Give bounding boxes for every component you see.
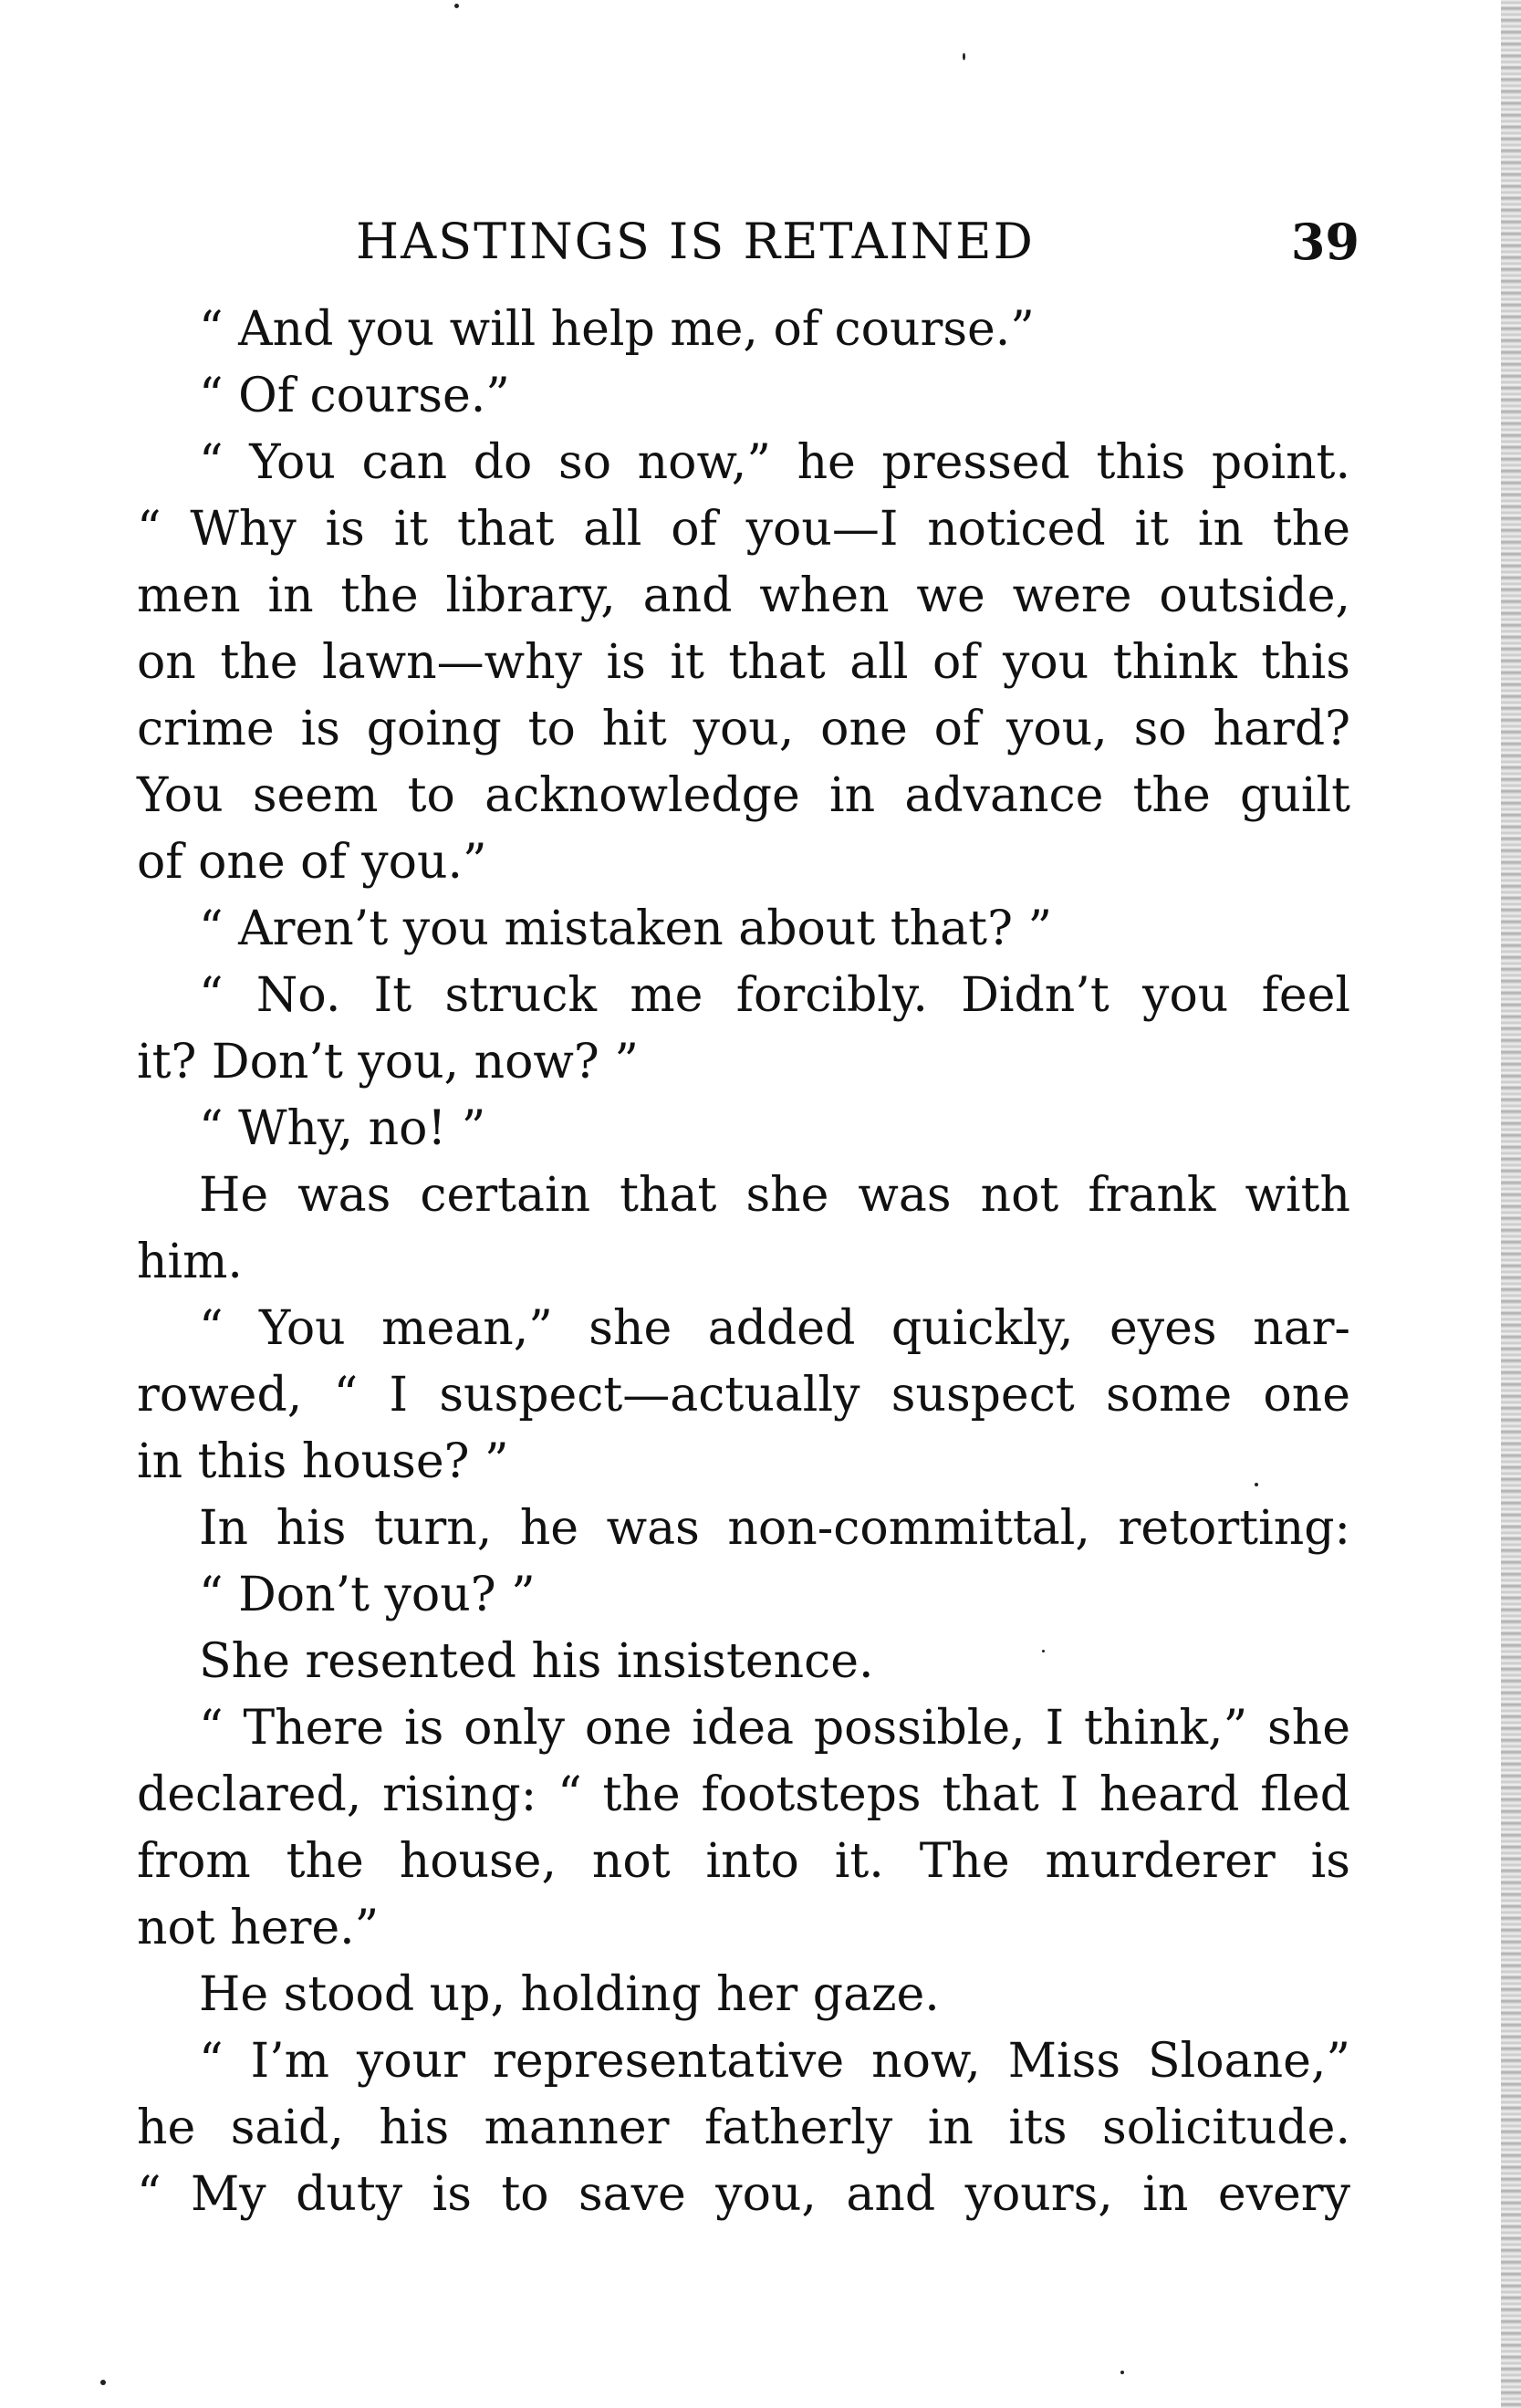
- text-line: him.: [137, 1235, 243, 1289]
- text-line: “ Don’t you? ”: [199, 1568, 536, 1622]
- scan-speck: [100, 2380, 106, 2385]
- text-line: “ There is only one idea possible, I think,” she: [199, 1701, 1350, 1756]
- scan-speck: [454, 4, 459, 8]
- text-line: “ Why is it that all of you—I noticed it in the: [137, 502, 1350, 557]
- text-line: “ My duty is to save you, and yours, in every: [137, 2167, 1350, 2222]
- text-line: rowed, “ I suspect—actually suspect some one: [137, 1368, 1350, 1423]
- text-line: not here.”: [137, 1901, 380, 1955]
- text-line: “ No. It struck me forcibly. Didn’t you feel: [199, 968, 1350, 1023]
- text-line: of one of you.”: [137, 835, 487, 890]
- text-line: “ Of course.”: [199, 369, 510, 423]
- text-line: He stood up, holding her gaze.: [199, 1967, 940, 2022]
- text-line: “ You can do so now,” he pressed this point.: [199, 435, 1350, 490]
- text-line: He was certain that she was not frank with: [199, 1168, 1350, 1223]
- text-line: on the lawn—why is it that all of you think this: [137, 635, 1350, 690]
- page-number: 39: [1290, 213, 1360, 271]
- text-line: declared, rising: “ the footsteps that I heard fled: [137, 1767, 1350, 1822]
- scan-speck: [1120, 2371, 1124, 2374]
- text-line: from the house, not into it. The murderer is: [137, 1834, 1350, 1889]
- text-line: You seem to acknowledge in advance the guilt: [137, 768, 1350, 823]
- text-line: men in the library, and when we were outside,: [137, 568, 1350, 623]
- text-line: “ You mean,” she added quickly, eyes nar-: [199, 1301, 1350, 1356]
- binding-edge-shadow: [1501, 0, 1521, 2408]
- text-line: “ I’m your representative now, Miss Sloane,”: [199, 2034, 1350, 2089]
- running-title: HASTINGS IS RETAINED: [356, 213, 1035, 270]
- text-line: In his turn, he was non-committal, retorting:: [199, 1501, 1350, 1556]
- text-line: it? Don’t you, now? ”: [137, 1035, 639, 1089]
- text-line: She resented his insistence.: [199, 1634, 874, 1689]
- text-line: “ Aren’t you mistaken about that? ”: [199, 902, 1053, 956]
- text-line: in this house? ”: [137, 1434, 509, 1489]
- text-line: “ And you will help me, of course.”: [199, 302, 1035, 357]
- body-text: [137, 297, 1350, 2228]
- page-header: [137, 210, 1360, 274]
- text-line: crime is going to hit you, one of you, so hard?: [137, 702, 1350, 756]
- text-line: “ Why, no! ”: [199, 1101, 486, 1156]
- text-line: he said, his manner fatherly in its solicitude.: [137, 2100, 1350, 2155]
- scan-speck: [963, 53, 965, 60]
